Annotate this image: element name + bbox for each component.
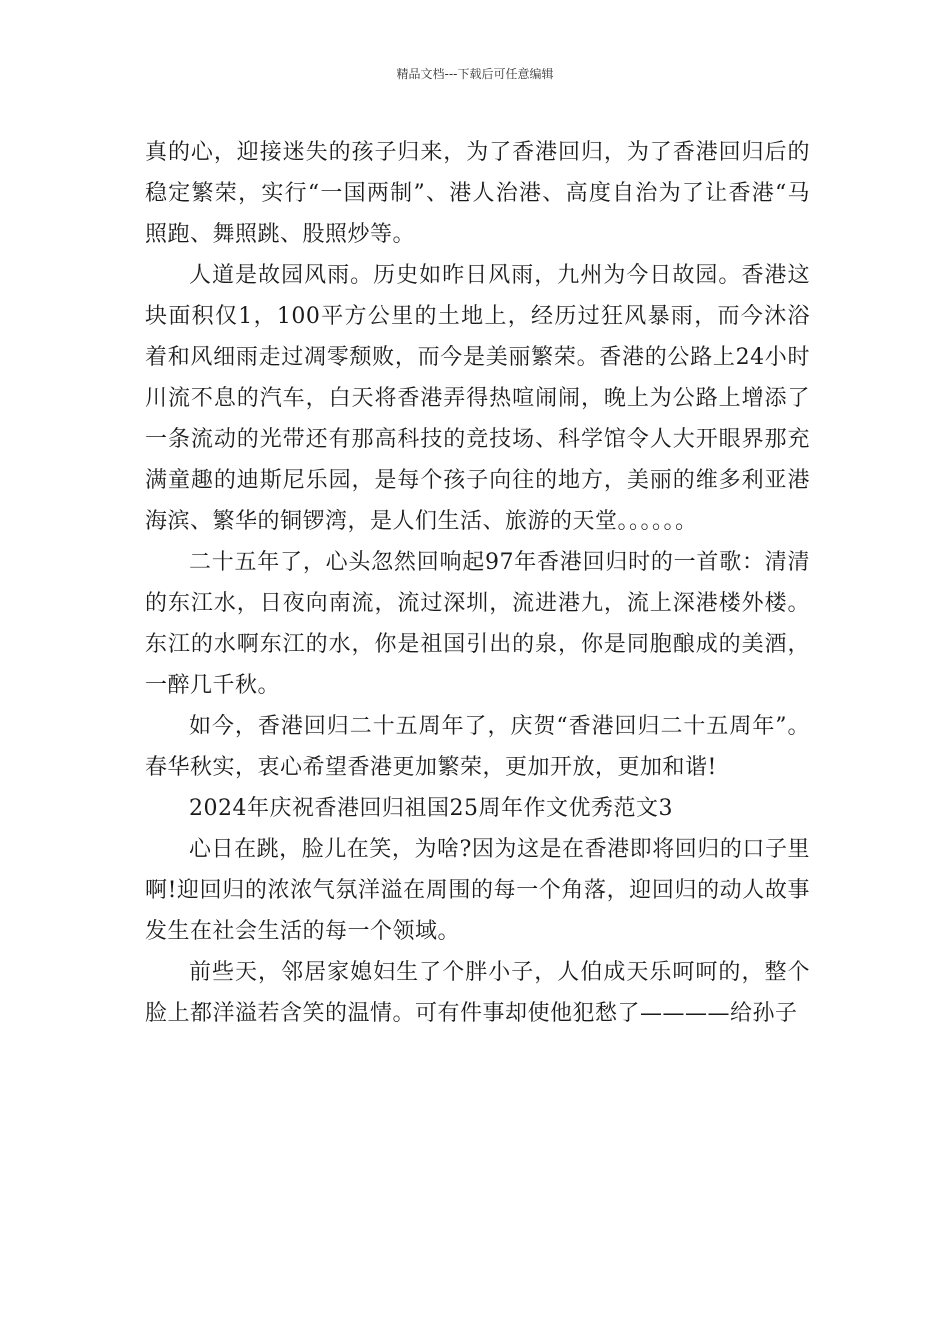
document-body [145, 132, 810, 1034]
paragraph-4: 如今，香港回归二十五周年了，庆贺“香港回归二十五周年”。春华秋实，衷心希望香港更加繁荣，更加开放，更加和谐! [145, 714, 810, 780]
paragraph-1: 真的心，迎接迷失的孩子归来，为了香港回归，为了香港回归后的稳定繁荣，实行“一国两制”、港人治港、高度自治为了让香港“马照跑、舞照跳、股照炒等。 [145, 140, 810, 247]
paragraph-2: 人道是故园风雨。历史如昨日风雨，九州为今日故园。香港这块面积仅1，100平方公里的土地上，经历过狂风暴雨，而今沐浴着和风细雨走过凋零颓败，而今是美丽繁荣。香港的公路上24小时川流不息的汽车，白天将香港弄得热喧闹闹，晚上为公路上增添了一条流动的光带还有那高科技的竞技场、科学馆令人大开眼界那充满童趣的迪斯尼乐园，是每个孩子向往的地方，美丽的维多利亚港海滨、繁华的铜锣湾，是人们生活、旅游的天堂。。。。。。 [145, 263, 810, 534]
section-heading: 2024年庆祝香港回归祖国25周年作文优秀范文3 [189, 796, 673, 821]
paragraph-3: 二十五年了，心头忽然回响起97年香港回归时的一首歌：清清的东江水，日夜向南流，流过深圳，流进港九，流上深港楼外楼。东江的水啊东江的水，你是祖国引出的泉，你是同胞酿成的美酒，一醉几千秋。 [145, 550, 810, 698]
paragraph-5: 心日在跳，脸儿在笑，为啥?因为这是在香港即将回归的口子里啊!迎回归的浓浓气氛洋溢在周围的每一个角落，迎回归的动人故事发生在社会生活的每一个领域。 [145, 837, 810, 944]
page-header: 精品文档---下载后可任意编辑 [396, 67, 554, 81]
paragraph-6: 前些天，邻居家媳妇生了个胖小子，人伯成天乐呵呵的，整个脸上都洋溢若含笑的温情。可有件事却使他犯愁了————给孙子 [145, 960, 810, 1026]
